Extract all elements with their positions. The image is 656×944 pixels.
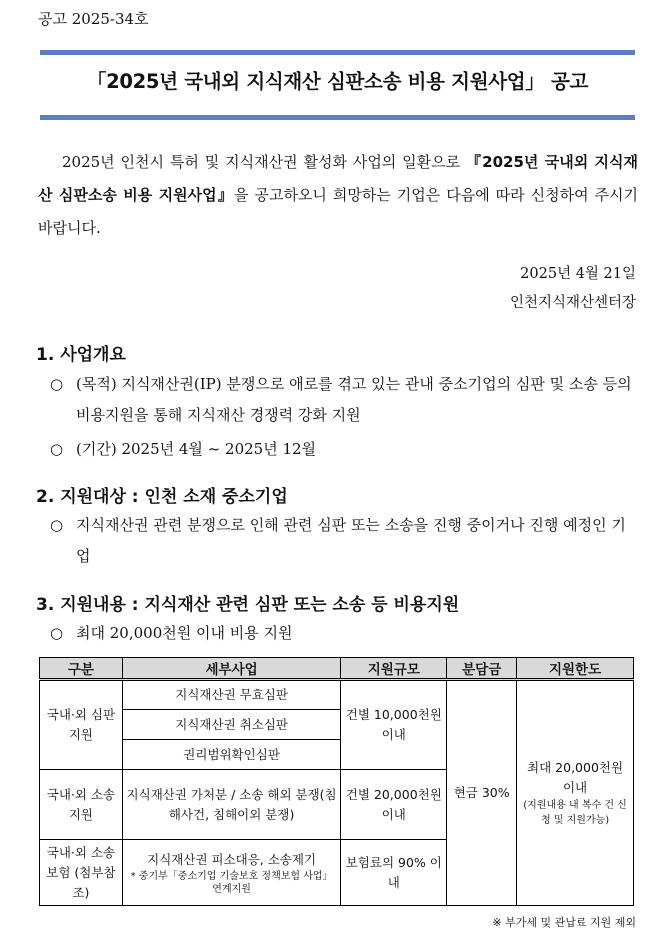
insurance-item: 지식재산권 피소대응, 소송제기 bbox=[147, 851, 317, 867]
header-share: 분담금 bbox=[447, 658, 517, 680]
header-category: 구분 bbox=[40, 658, 123, 680]
detail-item: 지식재산권 무효심판 bbox=[122, 680, 341, 710]
table-header-row bbox=[40, 658, 634, 680]
page-title: 「2025년 국내외 지식재산 심판소송 비용 지원사업」 공고 bbox=[86, 70, 589, 93]
header-scale: 지원규모 bbox=[341, 658, 447, 680]
bullet-mark: ○ bbox=[50, 440, 64, 458]
intro-paragraph bbox=[38, 146, 638, 245]
intro-program-name: 『2025년 국내외 지식재산 심판소송 비용 지원사업』 bbox=[38, 153, 638, 204]
list-item-period bbox=[50, 434, 640, 465]
bullet-text: (기간) 2025년 4월 ~ 2025년 12월 bbox=[76, 440, 317, 458]
table-row bbox=[40, 680, 634, 710]
list-item-purpose bbox=[50, 369, 640, 431]
list-item-target bbox=[50, 510, 640, 572]
scale-insurance: 보험료의 90% 이내 bbox=[341, 840, 447, 906]
support-table bbox=[39, 657, 634, 906]
notice-number: 공고 2025-34호 bbox=[38, 10, 149, 28]
intro-text-1: 2025년 인천시 특허 및 지식재산권 활성화 사업의 일환으로 bbox=[62, 153, 467, 171]
intro-text-2: 을 공고하오니 희망하는 기업은 다음에 따라 신청하여 주시기 바랍니다. bbox=[38, 186, 638, 237]
detail-item bbox=[122, 840, 341, 906]
category-insurance: 국내·외 소송보험 (첨부참조) bbox=[40, 840, 123, 906]
detail-item: 권리범위확인심판 bbox=[122, 740, 341, 770]
footnote: ※ 부가세 및 관납료 지원 제외 bbox=[492, 916, 636, 929]
bullet-mark: ○ bbox=[50, 516, 64, 534]
section-heading-overview: 1. 사업개요 bbox=[36, 345, 126, 365]
limit-note: (지원내용 내 복수 건 신청 및 지원가능) bbox=[523, 800, 627, 826]
insurance-note: * 중기부「중소기업 기술보호 정책보험 사업」 연계지원 bbox=[130, 870, 333, 895]
issuer: 인천지식재산센터장 bbox=[509, 295, 636, 311]
limit-main: 최대 20,000천원 이내 bbox=[527, 760, 624, 795]
detail-item: 지식재산권 가처분 / 소송 해외 분쟁(침해사건, 침해이외 분쟁) bbox=[122, 770, 341, 840]
bullet-text: (목적) 지식재산권(IP) 분쟁으로 애로를 겪고 있는 관내 중소기업의 심판 및 소송 등의 비용지원을 통해 지식재산 경쟁력 강화 지원 bbox=[76, 375, 632, 424]
bullet-text: 최대 20,000천원 이내 비용 지원 bbox=[76, 624, 293, 642]
section-heading-support: 3. 지원내용 : 지식재산 관련 심판 또는 소송 등 비용지원 bbox=[36, 595, 460, 615]
category-trial: 국내·외 심판 지원 bbox=[40, 680, 123, 770]
section-heading-target: 2. 지원대상 : 인천 소재 중소기업 bbox=[36, 487, 288, 507]
title-bottom-bar bbox=[40, 115, 635, 120]
header-detail: 세부사업 bbox=[122, 658, 341, 680]
bullet-mark: ○ bbox=[50, 375, 64, 393]
bullet-text: 지식재산권 관련 분쟁으로 인해 관련 심판 또는 소송을 진행 중이거나 진행 예정인 기업 bbox=[76, 516, 626, 565]
share-cash: 현금 30% bbox=[447, 680, 517, 906]
header-limit: 지원한도 bbox=[517, 658, 634, 680]
title-top-bar bbox=[40, 50, 635, 55]
support-limit bbox=[517, 680, 634, 906]
notice-date: 2025년 4월 21일 bbox=[520, 266, 636, 282]
category-litigation: 국내·외 소송 지원 bbox=[40, 770, 123, 840]
detail-item: 지식재산권 취소심판 bbox=[122, 710, 341, 740]
bullet-mark: ○ bbox=[50, 624, 64, 642]
scale-litigation: 건별 20,000천원 이내 bbox=[341, 770, 447, 840]
scale-trial: 건별 10,000천원 이내 bbox=[341, 680, 447, 770]
list-item-support bbox=[50, 618, 640, 649]
